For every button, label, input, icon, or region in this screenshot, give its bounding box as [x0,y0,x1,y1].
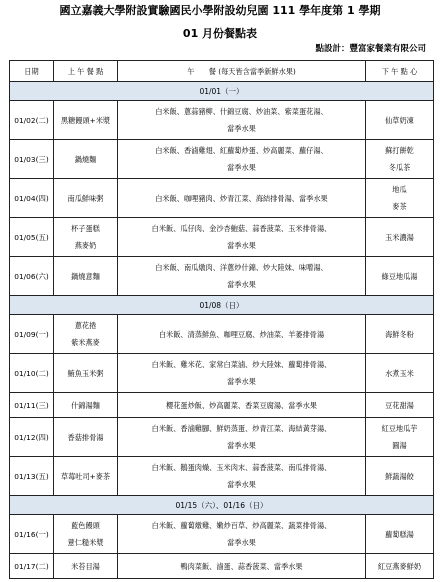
table-row [10,457,434,496]
lunch-cell-line: 白米飯、南瓜燉肉、洋蔥炒什錦、炒大陸妹、味噌湯、 [155,263,328,272]
afternoon-snack-cell-line: 麥茶 [392,202,407,211]
afternoon-snack-cell [366,140,434,179]
lunch-cell-line: 當季水果 [227,538,256,547]
week-divider-row [10,496,434,515]
morning-snack-cell [54,354,118,393]
date-cell: 01/02(二) [10,101,54,140]
date-cell: 01/03(三) [10,140,54,179]
morning-snack-cell [54,515,118,554]
morning-snack-cell-line: 南瓜鮮味粥 [67,193,104,203]
morning-snack-cell-line: 什錦湯麵 [71,400,100,410]
lunch-cell-line: 白米飯、香滷雞腳、鮮奶蒸蛋、炒青江菜、海結黃芽湯、 [151,424,332,433]
table-row [10,218,434,257]
lunch-cell-line: 當季水果 [227,124,256,133]
lunch-cell [118,457,366,496]
morning-snack-cell-line: 杯子蛋糕 [71,224,100,233]
morning-snack-cell-line: 草莓吐司+麥茶 [60,471,111,481]
afternoon-snack-cell [366,354,434,393]
afternoon-snack-cell-line: 紅豆燕麥鮮奶 [377,561,422,571]
table-row [10,554,434,579]
date-cell: 01/09(一) [10,315,54,354]
table-row [10,354,434,393]
morning-snack-cell [54,457,118,496]
afternoon-snack-cell-line: 圓湯 [392,441,407,450]
afternoon-snack-cell [366,218,434,257]
lunch-cell [118,140,366,179]
morning-snack-cell-line: 鮪魚玉米粥 [67,368,104,378]
morning-snack-cell-line: 藍色饅頭 [71,521,100,530]
lunch-cell [118,218,366,257]
table-row [10,257,434,296]
date-cell: 01/13(五) [10,457,54,496]
afternoon-snack-cell [366,257,434,296]
lunch-cell-line: 當季水果 [227,480,256,489]
morning-snack-cell [54,315,118,354]
afternoon-snack-cell [366,554,434,579]
afternoon-snack-cell-line: 蘿蔔糕湯 [385,529,414,539]
week-divider-row [10,296,434,315]
lunch-cell-line: 當季水果 [227,441,256,450]
lunch-cell-line: 櫻花蛋炒飯、炒高麗菜、香菜豆腐湯、當季水果 [166,400,317,410]
lunch-cell [118,418,366,457]
afternoon-snack-cell-line: 鮮蔬湯餃 [385,471,414,481]
lunch-cell-line: 白米飯、瓜仔肉、金沙杏鮑菇、蒜香菠菜、玉米排骨湯、 [151,224,332,233]
table-row [10,179,434,218]
morning-snack-cell-line: 燕麥奶 [74,241,97,250]
lunch-cell-line: 白米飯、雞米花、家常白菜滷、炒大陸妹、蘿蔔排骨湯、 [151,360,332,369]
week-label: 01/01（一） [10,82,434,101]
lunch-cell [118,179,366,218]
date-cell: 01/16(一) [10,515,54,554]
lunch-cell [118,257,366,296]
lunch-cell [118,393,366,418]
lunch-cell-line: 當季水果 [227,280,256,289]
afternoon-snack-cell [366,418,434,457]
lunch-cell-line: 鴨肉菜飯、滷蛋、蒜香菠菜、當季水果 [180,561,303,571]
lunch-cell-line: 白米飯、蔥蒜豬柳、什錦豆腐、炒油菜、紫菜蛋花湯、 [155,107,328,116]
afternoon-snack-cell-line: 綠豆地瓜湯 [381,271,418,281]
morning-snack-cell-line: 黑糖饅頭+米漿 [60,115,111,125]
week-divider-row [10,82,434,101]
table-row [10,315,434,354]
lunch-cell-line: 當季水果 [227,377,256,386]
meal-table [9,60,434,579]
table-header-row [10,61,434,82]
morning-snack-cell [54,554,118,579]
page-subtitle: 01 月份餐點表 [182,27,258,40]
date-cell: 01/05(五) [10,218,54,257]
morning-snack-cell-line: 米苔目湯 [71,561,100,571]
afternoon-snack-cell [366,393,434,418]
date-cell: 01/12(四) [10,418,54,457]
date-cell: 01/17(二) [10,554,54,579]
column-header-morning: 上 午 餐 點 [54,61,118,82]
afternoon-snack-cell [366,515,434,554]
morning-snack-cell-line: 香菇排骨湯 [67,432,104,442]
morning-snack-cell [54,179,118,218]
lunch-cell-line: 白米飯、清蒸鮮魚、咖哩豆腐、炒油菜、羊萎排骨湯 [158,329,325,339]
week-label: 01/15（六）、01/16（日） [10,496,434,515]
lunch-cell [118,554,366,579]
lunch-cell [118,315,366,354]
morning-snack-cell-line: 鍋燒意麵 [71,271,100,281]
morning-snack-cell [54,257,118,296]
column-header-afternoon: 下 午 點 心 [366,61,434,82]
page-title: 國立嘉義大學附設實驗國民小學附設幼兒園 111 學年度第 1 學期 [59,4,381,17]
morning-snack-cell [54,218,118,257]
afternoon-snack-cell-line: 蘇打餅乾 [385,146,414,155]
week-label: 01/08（日） [10,296,434,315]
lunch-cell-line: 當季水果 [227,163,256,172]
date-cell: 01/06(六) [10,257,54,296]
lunch-cell-line: 白米飯、蘿蔔燉雞、嫩炒百草、炒高麗菜、蔬菜排骨湯、 [151,521,332,530]
morning-snack-cell [54,393,118,418]
table-row [10,140,434,179]
afternoon-snack-cell [366,457,434,496]
afternoon-snack-cell [366,101,434,140]
table-row [10,418,434,457]
morning-snack-cell [54,418,118,457]
morning-snack-cell-line: 紫米燕麥 [71,338,100,347]
table-row [10,515,434,554]
date-cell: 01/11(三) [10,393,54,418]
morning-snack-cell-line: 鍋燒麵 [74,154,97,164]
date-cell: 01/04(四) [10,179,54,218]
lunch-cell [118,354,366,393]
lunch-cell-line: 當季水果 [227,241,256,250]
afternoon-snack-cell-line: 豆花甜湯 [385,400,414,410]
afternoon-snack-cell-line: 紅豆地瓜芋 [381,424,418,433]
morning-snack-cell [54,101,118,140]
table-row [10,101,434,140]
lunch-cell-line: 白米飯、香滷雞翅、紅蘿蔔炒蛋、炒高麗菜、蘿仔湯、 [155,146,328,155]
afternoon-snack-cell-line: 水煮玉米 [385,368,414,378]
table-row [10,393,434,418]
designer-credit: 點設計：豐富家餐業有限公司 [315,44,426,54]
morning-snack-cell-line: 蔥花捲 [74,321,97,330]
afternoon-snack-cell-line: 玉米濃湯 [385,232,414,242]
afternoon-snack-cell [366,315,434,354]
column-header-date: 日期 [10,61,54,82]
afternoon-snack-cell-line: 地瓜 [392,185,407,194]
lunch-cell-line: 白米飯、咖哩豬肉、炒青江菜、海結排骨湯、當季水果 [155,193,328,203]
afternoon-snack-cell-line: 海鮮冬粉 [385,329,414,339]
lunch-cell [118,101,366,140]
lunch-cell-line: 白米飯、鵝蛋肉燥、玉米肉末、蒜香菠菜、南瓜排骨湯、 [151,463,332,472]
afternoon-snack-cell-line: 仙草奶凍 [385,115,414,125]
date-cell: 01/10(二) [10,354,54,393]
column-header-lunch: 午 餐 (每天皆含當季新鮮水果) [118,61,366,82]
afternoon-snack-cell-line: 冬瓜茶 [388,163,411,172]
afternoon-snack-cell [366,179,434,218]
lunch-cell [118,515,366,554]
table-body [10,82,434,579]
morning-snack-cell-line: 薏仁糙米漿 [67,538,104,547]
morning-snack-cell [54,140,118,179]
